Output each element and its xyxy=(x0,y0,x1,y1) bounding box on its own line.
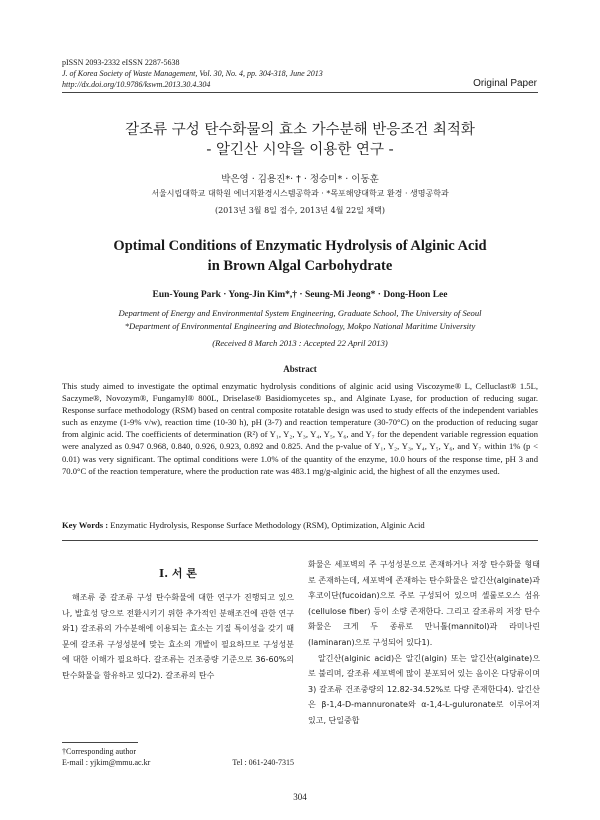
section-heading-introduction: I. 서 론 xyxy=(159,567,197,580)
header-rule xyxy=(62,92,538,93)
page-number: 304 xyxy=(293,792,307,802)
paper-type-label: Original Paper xyxy=(473,78,537,89)
keywords-line xyxy=(62,520,538,530)
journal-citation: J. of Korea Society of Waste Management, Vol. 30, No. 4, pp. 304-318, June 2013 xyxy=(62,69,323,78)
doi-link[interactable]: http://dx.doi.org/10.9786/kswm.2013.30.4.304 xyxy=(62,80,211,89)
author-telephone: Tel : 061-240-7315 xyxy=(232,758,294,767)
korean-authors: 박은영 · 김용진*· † · 정승미* · 이동훈 xyxy=(221,174,379,185)
english-authors: Eun-Young Park · Yong-Jin Kim*,† · Seung-Mi Jeong* · Dong-Hoon Lee xyxy=(152,290,448,300)
korean-received-date: (2013년 3월 8일 접수, 2013년 4월 22일 채택) xyxy=(214,206,386,215)
intro-paragraph-3: 알긴산(alginic acid)은 알긴(algin) 또는 알긴산(alginate)으로 불리며, 갈조류 세포벽에 많이 분포되어 있는 음이온 다당류이며3) 갈조류 건조중량의 12.82-34.52%로 다량 존재한다4). 알긴산은 β-1,4-D-mannuronate와 α-1,4-L-guluronate로 이루어져 있고, 단일중합 xyxy=(308,653,540,725)
intro-paragraph-1: 해조류 중 갈조류 구성 탄수화물에 대한 연구가 진행되고 있으나, 발효성 당으로 전환시키기 위한 추가적인 분해조건에 관한 연구와1) 갈조류의 가수분해에 이용되는 효소는 기질 특이성을 갖기 때문에 갈조류 구성성분에 맞는 효소의 개발이 필요하므로 구성성분에 대한 이해가 필요하다. 갈조류는 건조중량 기준으로 36-60%의 탄수화물을 함유하고 있다2). 갈조류의 탄수 xyxy=(62,593,294,680)
corresponding-author-footnote xyxy=(62,746,294,768)
journal-header xyxy=(62,57,323,90)
issn-line: pISSN 2093-2332 eISSN 2287-5638 xyxy=(62,58,180,67)
korean-affiliation: 서울시립대학교 대학원 에너지환경시스템공학과 · *목포해양대학교 환경 · 생명공학과 xyxy=(151,189,449,198)
abstract-heading: Abstract xyxy=(283,364,317,374)
left-column xyxy=(62,590,294,684)
english-affiliation-1: Department of Energy and Environmental System Engineering, Graduate School, The University of Seoul xyxy=(118,308,482,318)
keywords-label: Key Words : xyxy=(62,520,109,530)
keywords-text: Enzymatic Hydrolysis, Response Surface Methodology (RSM), Optimization, Alginic Acid xyxy=(108,520,425,530)
abstract-text: This study aimed to investigate the optimal enzymatic hydrolysis conditions of alginic acid using Viscozyme® L, Celluclast® 1.5L, Saczyme®, Novozym®, Fungamyl® 800L, Driselase® Basidiomycetes sp., and Alginate Lyase, for production of reducing sugar. Response surface methodology (RSM) based on central composite rotatable design was used to study effects of the independent variables such as enzyme (1-9% v/w), reaction time (10-30 h), pH (3-7) and reaction temperature (30-70°C) on the production of reducing sugar from alginic acid. The coefficients of determination (R²) of Y₁, Y₂, Y₃, Y₄, Y₅, Y₆, and Y₇ for the dependent variable regression equation were analyzed as 0.947 0.968, 0.840, 0.926, 0.923, 0.892 and 0.825. And the p-value of Y₁, Y₂, Y₃, Y₄, Y₅, Y₆, and Y₇ within 1% (p < 0.01) was very significant. The optimal conditions were 1.0% of the quantity of the enzyme, 10.0 hours of the response time, pH 3 and 70.0°C of the reaction temperature, where the production rate was 483.1 mg/g-alginic acid, the highest of all the enzymes used. xyxy=(62,381,538,476)
english-received-date: (Received 8 March 2013 : Accepted 22 April 2013) xyxy=(212,338,388,348)
corresponding-author-label: †Corresponding author xyxy=(62,747,136,756)
english-title-line2: in Brown Algal Carbohydrate xyxy=(207,258,393,274)
keywords-rule xyxy=(62,540,538,541)
footnote-rule xyxy=(62,742,138,743)
korean-title-line1: 갈조류 구성 탄수화물의 효소 가수분해 반응조건 최적화 xyxy=(125,122,475,138)
english-affiliation-2: *Department of Environmental Engineering and Biotechnology, Mokpo National Maritime University xyxy=(124,321,476,331)
english-title-line1: Optimal Conditions of Enzymatic Hydrolysis of Alginic Acid xyxy=(113,238,487,254)
intro-paragraph-2: 화물은 세포벽의 주 구성성분으로 존재하거나 저장 탄수화물 형태로 존재하는데, 세포벽에 존재하는 탄수화물은 알긴산(alginate)과 후코이단(fucoidan)으로 주로 구성되어 있으며 셀룰로오스 섬유(cellulose fiber) 등이 소량 존재한다. 그리고 갈조류의 저장 탄수화물은 크게 두 종류로 만니톨(mannitol)과 라미나린(laminaran)으로 구성되어 있다1). xyxy=(308,560,540,647)
korean-title-line2: - 알긴산 시약을 이용한 연구 - xyxy=(206,142,394,158)
right-column xyxy=(308,557,540,729)
author-email[interactable]: E-mail : yjkim@mmu.ac.kr xyxy=(62,758,151,767)
